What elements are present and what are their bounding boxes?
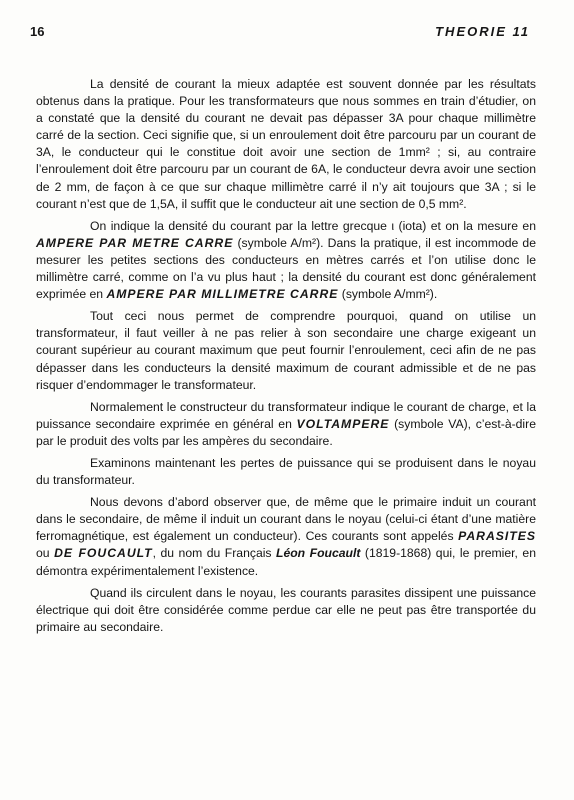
term-parasites: PARASITES [458, 529, 536, 544]
paragraph-core-losses: Examinons maintenant les pertes de puissance qui se produisent dans le noyau du transformateur. [36, 455, 536, 488]
unit-voltampere: VOLTAMPERE [296, 416, 390, 431]
paragraph-foucault-currents [36, 494, 536, 579]
term-de-foucault: DE FOUCAULT [54, 546, 153, 561]
paragraph-text: (1819-1868) qui, le premier, en démontra expérimentalement l’existence. [36, 546, 536, 578]
paragraph-transformer-load: Tout ceci nous permet de comprendre pourquoi, quand on utilise un transformateur, il faut veiller à ne pas relier à son secondaire une charge exigeant un courant supérieur au courant maximum que peut fournir l’enroulement, ceci afin de ne pas dépasser dans les conducteurs la densité maximum de courant admissible et de ne pas risquer d’endommager le transformateur. [36, 309, 536, 392]
person-leon-foucault: Léon Foucault [276, 546, 361, 561]
paragraph-voltampere [36, 399, 536, 450]
unit-ampere-per-square-millimetre: AMPERE PAR MILLIMETRE CARRE [106, 287, 339, 302]
paragraph-text: ou [36, 546, 55, 561]
paragraph-text: Normalement le constructeur du transformateur indique le courant de charge, et la puissance secondaire exprimée en général en [36, 399, 536, 431]
paragraph-text: (symbole A/m²). Dans la pratique, il est incommode de mesurer les petites sections des conducteurs en mètres carrés et l’on utilise donc le millimètre carré, comme on l’a vu plus haut ; la densité du courant est donc généralement exprimée en [36, 235, 536, 302]
paragraph-text: (symbole A/mm²). [338, 287, 438, 302]
paragraph-current-density: La densité de courant la mieux adaptée est souvent donnée par les résultats obtenus dans la pratique. Pour les transformateurs que nous sommes en train d’étudier, on a constaté que la densité du courant ne devait pas dépasser 3A pour chaque millimètre carré de la section. Ceci signifie que, si un enroulement doit être parcouru par un courant de 3A, le conducteur qui le constitue doit avoir une section de 1mm² ; si, au contraire l’enroulement doit être parcouru par un courant de 6A, le conducteur devra avoir une section de 2 mm, de façon à ce que sur chaque millimètre carré il n’y ait toujours que 3A ; si le courant n’est que de 1,5A, il suffit que le conducteur ait une section de 0,5 mm². [36, 77, 536, 211]
body-text [36, 76, 536, 639]
paragraph-text: (symbole VA), c’est-à-dire par le produit des volts par les ampères du secondaire. [36, 416, 536, 448]
paragraph-text: Nous devons d’abord observer que, de même que le primaire induit un courant dans le secondaire, de même il induit un courant dans le noyau (celui-ci étant d’une matière ferromagnétique, est également un conducteur). Ces courants sont appelés [36, 495, 536, 544]
paragraph-iota-unit [36, 218, 536, 303]
paragraph-parasitic-dissipation: Quand ils circulent dans le noyau, les courants parasites dissipent une puissance électrique qui doit être considérée comme perdue car elle ne peut pas être transportée du primaire au secondaire. [36, 585, 536, 634]
paragraph-text: On indique la densité du courant par la lettre grecque ι (iota) et on la mesure en [90, 218, 536, 233]
unit-ampere-per-square-metre: AMPERE PAR METRE CARRE [36, 235, 234, 250]
page-header [30, 24, 530, 44]
paragraph-text: , du nom du Français [152, 546, 277, 561]
page-number: 16 [30, 24, 45, 39]
running-head: THEORIE 11 [435, 24, 530, 39]
